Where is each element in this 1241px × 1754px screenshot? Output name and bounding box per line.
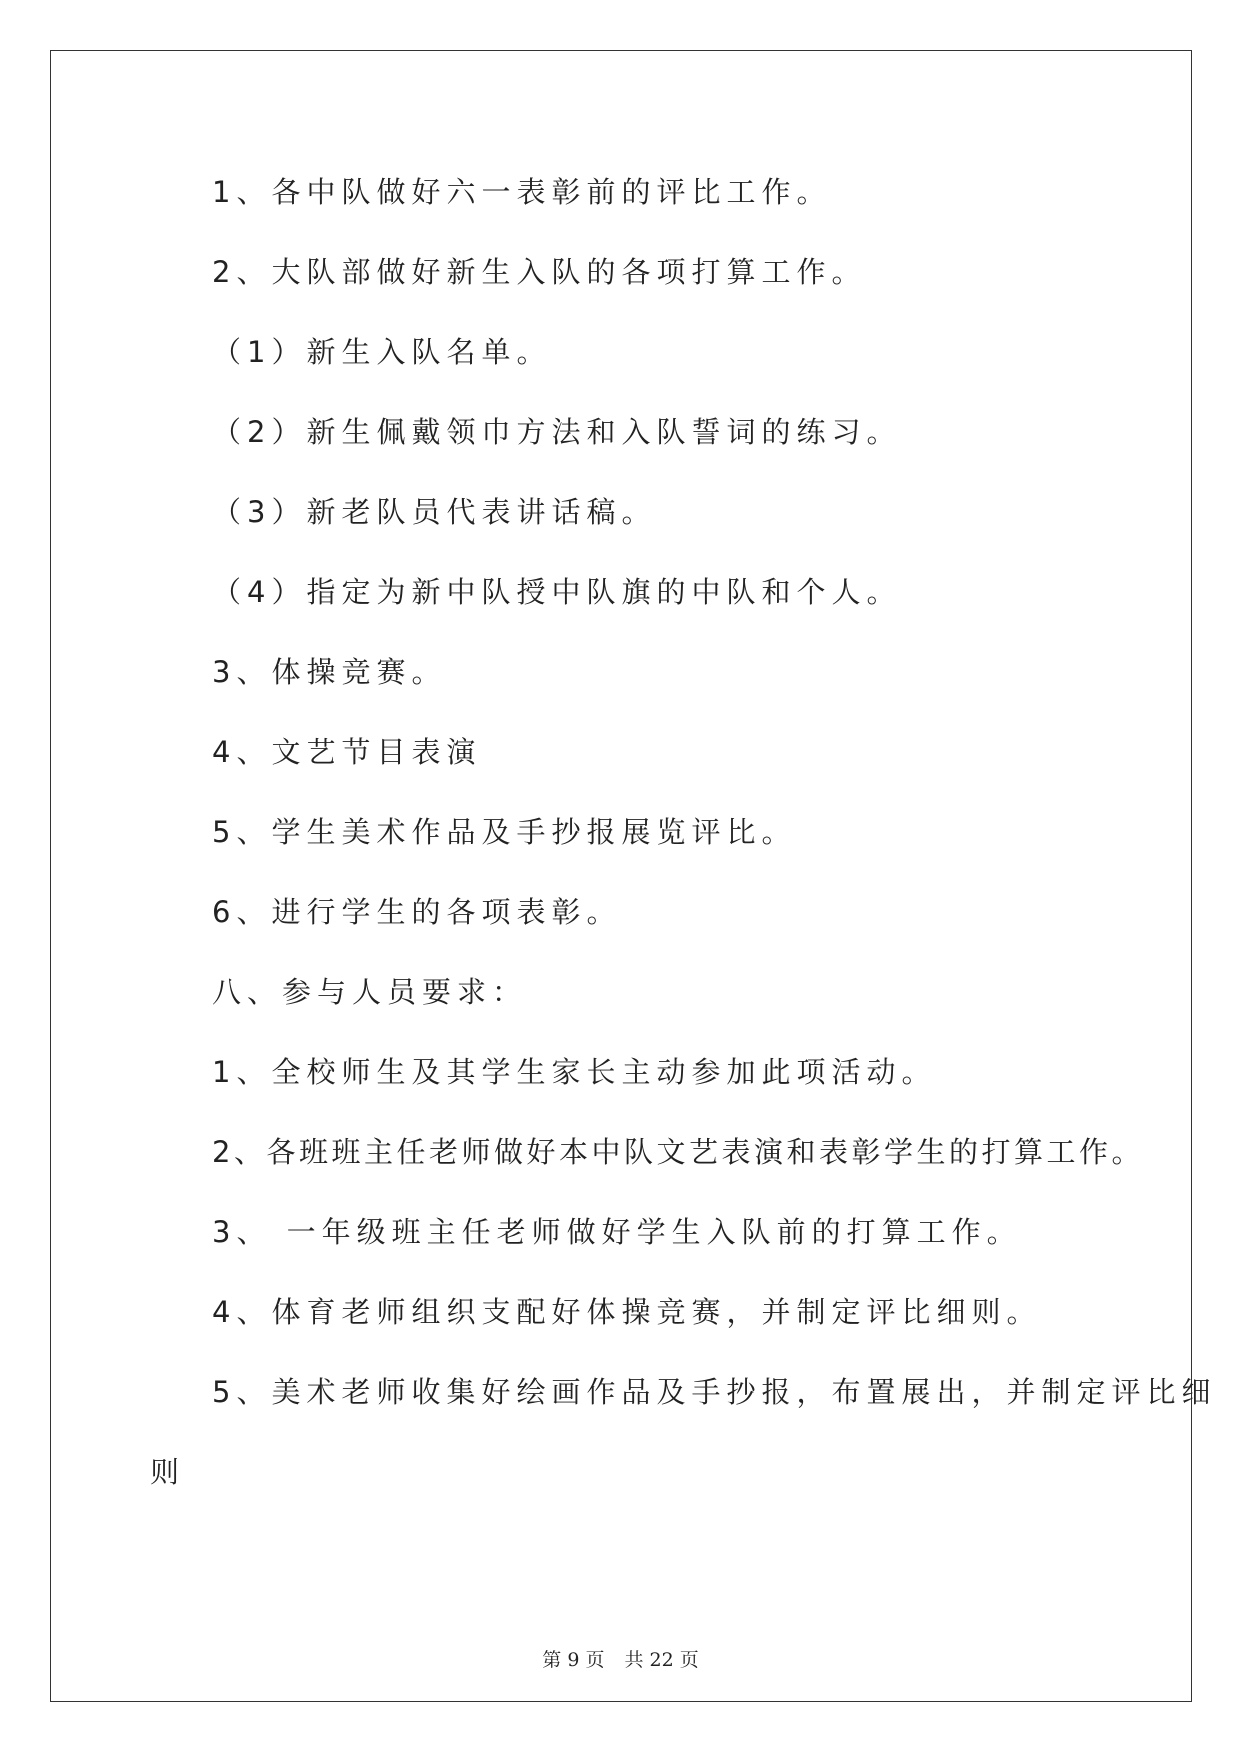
text-line-5: （3）新老队员代表讲话稿。 — [212, 495, 657, 529]
text-line-14: 3、 一年级班主任老师做好学生入队前的打算工作。 — [212, 1215, 1022, 1249]
text-line-3: （1）新生入队名单。 — [212, 335, 552, 369]
text-line-1: 1、各中队做好六一表彰前的评比工作。 — [212, 175, 832, 209]
text-line-10: 6、进行学生的各项表彰。 — [212, 895, 622, 929]
section-heading: 八、参与人员要求： — [212, 975, 528, 1009]
text-line-8: 4、文艺节目表演 — [212, 735, 482, 769]
text-line-12: 1、全校师生及其学生家长主动参加此项活动。 — [212, 1055, 937, 1089]
text-line-7: 3、体操竞赛。 — [212, 655, 447, 689]
text-line-6: （4）指定为新中队授中队旗的中队和个人。 — [212, 575, 902, 609]
page-footer — [0, 1648, 1241, 1672]
text-line-16: 5、美术老师收集好绘画作品及手抄报，布置展出，并制定评比细 — [212, 1375, 1217, 1409]
text-line-9: 5、学生美术作品及手抄报展览评比。 — [212, 815, 797, 849]
text-line-2: 2、大队部做好新生入队的各项打算工作。 — [212, 255, 867, 289]
text-line-4: （2）新生佩戴领巾方法和入队誓词的练习。 — [212, 415, 902, 449]
page-total: 共 22 页 — [624, 1649, 699, 1671]
text-line-15: 4、体育老师组织支配好体操竞赛，并制定评比细则。 — [212, 1295, 1042, 1329]
page-number: 第 9 页 — [542, 1649, 605, 1671]
page-border — [50, 50, 1192, 1702]
text-line-13: 2、各班班主任老师做好本中队文艺表演和表彰学生的打算工作。 — [212, 1135, 1144, 1169]
text-line-17: 则 — [150, 1455, 186, 1489]
